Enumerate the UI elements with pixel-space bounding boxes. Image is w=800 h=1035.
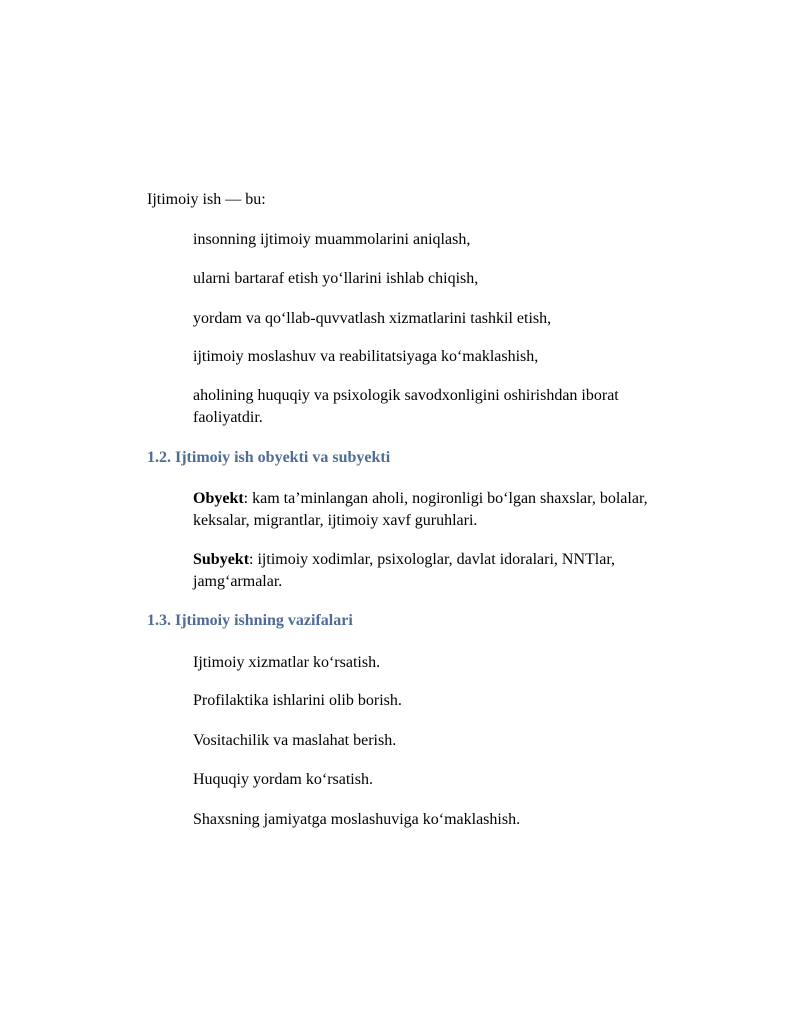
definition-item: aholining huquqiy va psixologik savodxonligini oshirishdan iborat faoliyatdir. — [193, 387, 619, 426]
object-paragraph — [193, 488, 663, 532]
definition-item: ularni bartaraf etish yo‘llarini ishlab chiqish, — [193, 270, 479, 287]
definition-item: insonning ijtimoiy muammolarini aniqlash, — [193, 231, 471, 248]
subject-term: Subyekt — [193, 551, 250, 568]
section-heading-1-3: 1.3. Ijtimoiy ishning vazifalari — [147, 612, 353, 629]
object-text: : kam ta’minlangan aholi, nogironligi bo‘lgan shaxslar, bolalar, keksalar, migrantlar, ijtimoiy xavf guruhlari. — [193, 490, 648, 529]
section-heading-1-2: 1.2. Ijtimoiy ish obyekti va subyekti — [147, 449, 391, 466]
subject-paragraph — [193, 549, 633, 593]
definition-item: yordam va qo‘llab-quvvatlash xizmatlarini tashkil etish, — [193, 310, 552, 327]
task-item: Vositachilik va maslahat berish. — [193, 732, 397, 749]
task-item: Shaxsning jamiyatga moslashuviga ko‘maklashish. — [193, 811, 521, 828]
task-item: Ijtimoiy xizmatlar ko‘rsatish. — [193, 654, 381, 671]
task-item: Huquqiy yordam ko‘rsatish. — [193, 771, 373, 788]
definition-item: ijtimoiy moslashuv va reabilitatsiyaga ko‘maklashish, — [193, 348, 539, 365]
task-item: Profilaktika ishlarini olib borish. — [193, 692, 402, 709]
object-term: Obyekt — [193, 490, 244, 507]
intro-text: Ijtimoiy ish — bu: — [147, 191, 266, 208]
subject-text: : ijtimoiy xodimlar, psixologlar, davlat idoralari, NNTlar, jamg‘armalar. — [193, 551, 616, 590]
